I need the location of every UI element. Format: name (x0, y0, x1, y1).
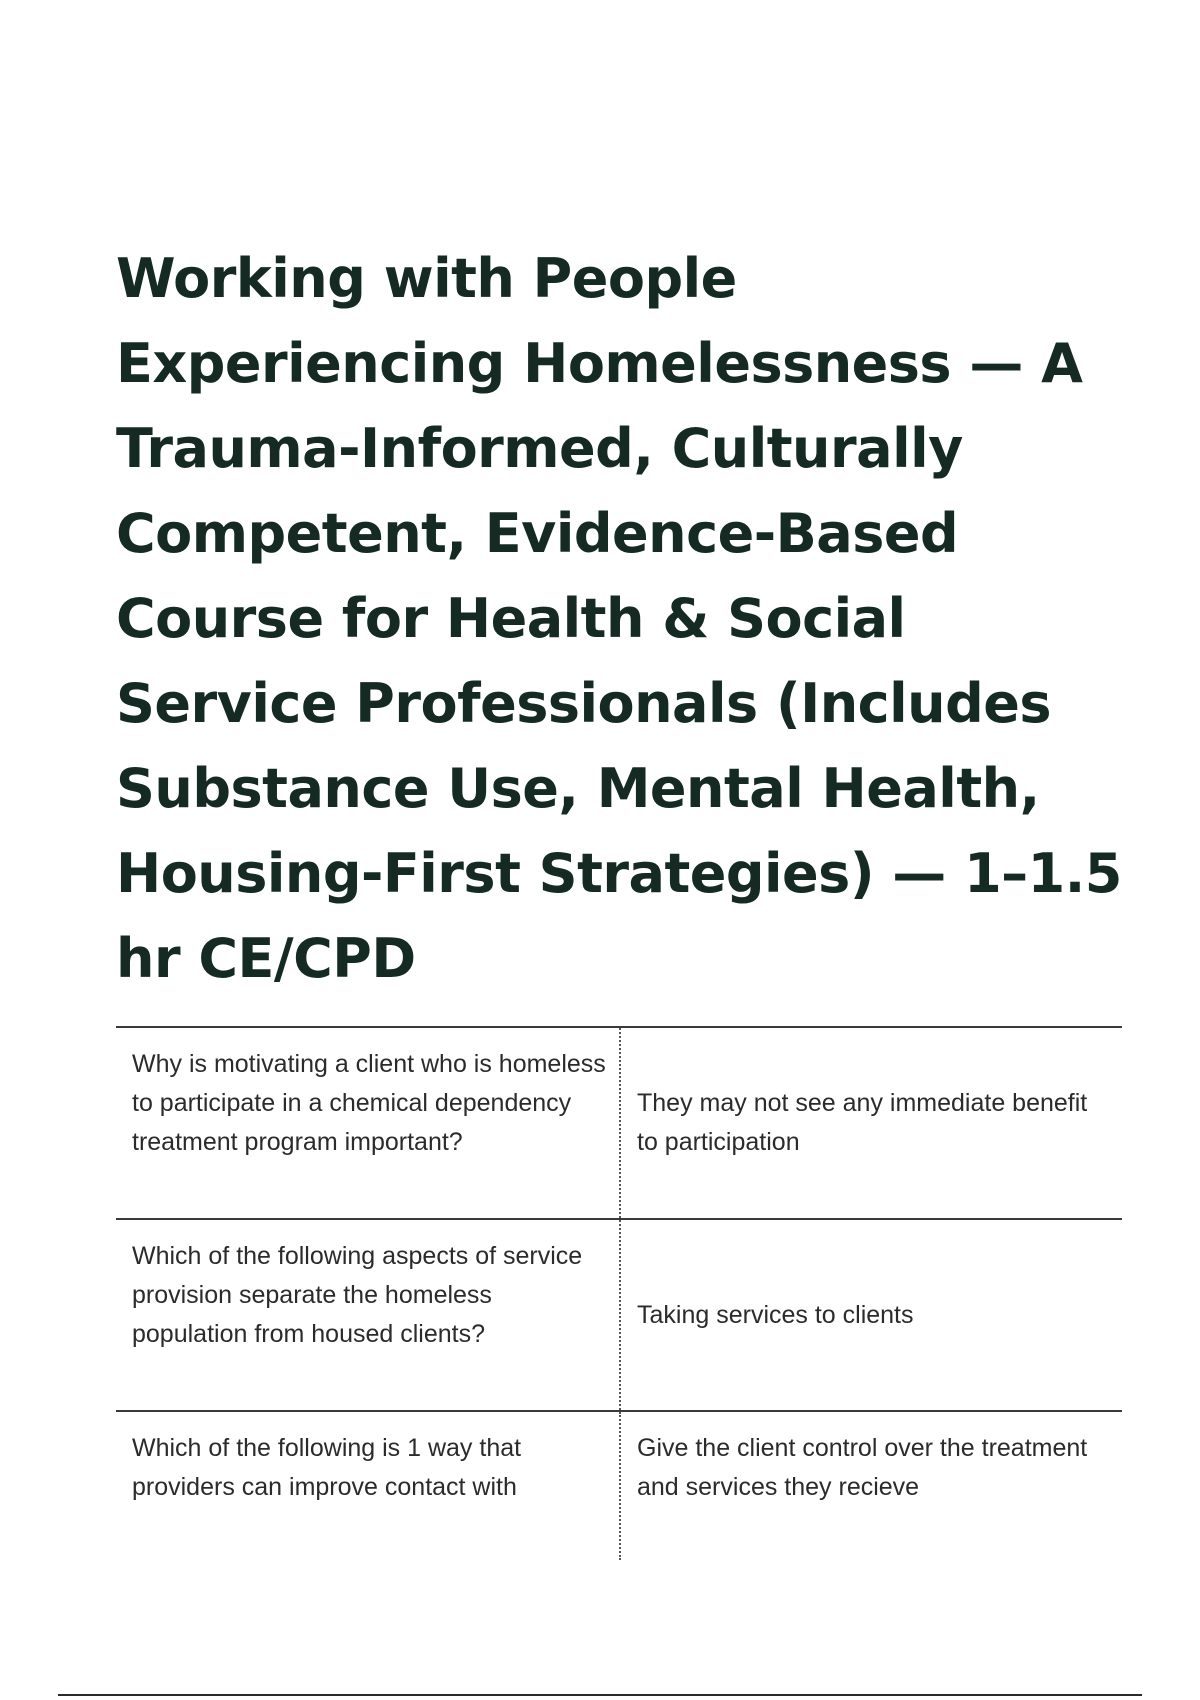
answer-cell (619, 1028, 1122, 1218)
answer-text: Taking services to clients (637, 1300, 914, 1329)
table-row (116, 1026, 1122, 1218)
answer-text: They may not see any immediate benefit to participation (637, 1089, 1088, 1156)
qa-table (116, 1026, 1122, 1560)
footer-divider (58, 1694, 1142, 1696)
answer-cell (619, 1412, 1122, 1560)
answer-text: Give the client control over the treatment and services they recieve (637, 1434, 1088, 1501)
question-cell: Which of the following aspects of service provision separate the homeless population from housed clients? (132, 1242, 583, 1348)
table-row (116, 1218, 1122, 1410)
table-row (116, 1410, 1122, 1560)
question-cell: Which of the following is 1 way that providers can improve contact with (132, 1434, 522, 1501)
page-title: Working with People Experiencing Homelessness — A Trauma-Informed, Culturally Competent, Evidence-Based Course for Health & Social Service Professionals (Includes Substance Use, Mental Health, Housing-First Strategies) — 1–1.5 hr CE/CPD (116, 247, 1122, 990)
question-cell: Why is motivating a client who is homeless to participate in a chemical dependency treatment program important? (132, 1050, 606, 1156)
answer-cell (619, 1220, 1122, 1410)
